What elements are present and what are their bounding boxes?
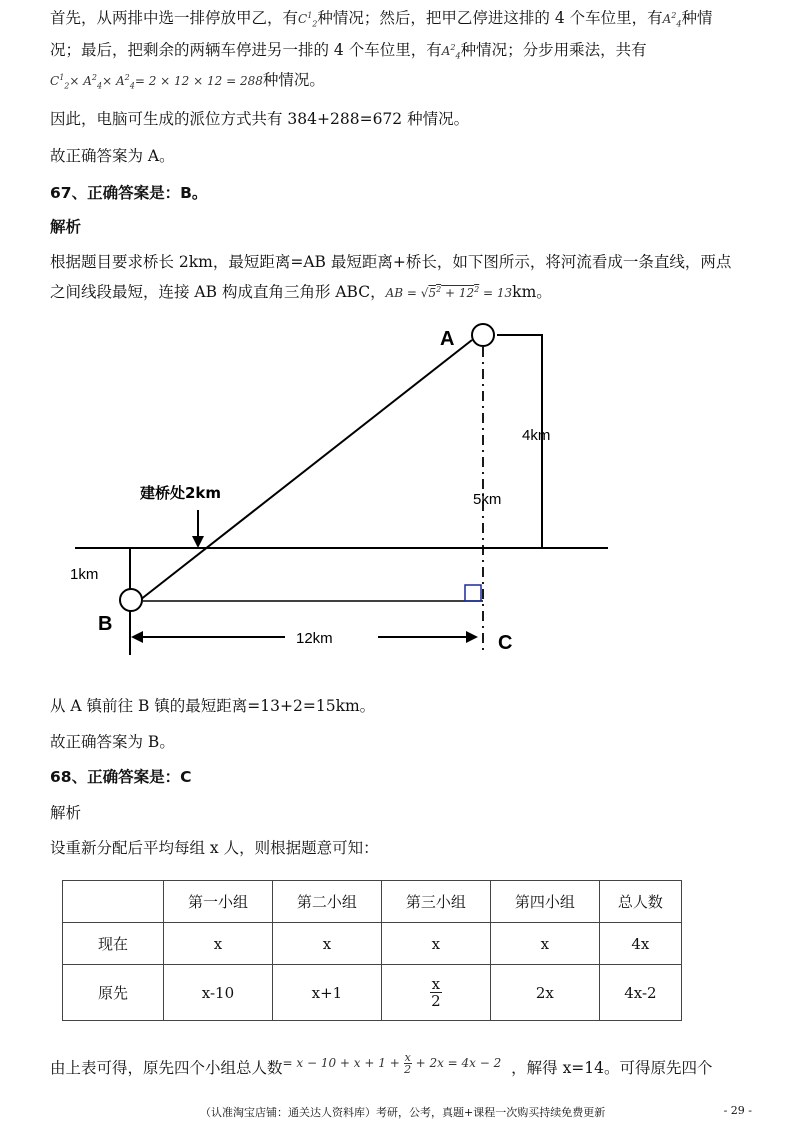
right-angle-marker (465, 585, 481, 601)
point-a-circle (472, 324, 494, 346)
table-cell: 原先 (63, 965, 164, 1021)
table-cell-fraction (381, 965, 490, 1021)
bridge-arrow-head (192, 536, 204, 548)
text: km。 (512, 283, 552, 301)
formula-c-1-2: $C^1_2$ (298, 11, 318, 29)
formula-total-288: $C^1_2\times A^2_4\times A^2_4= 2 \times 12 \times 12 = 288$ (50, 73, 263, 91)
table-cell: x+1 (272, 965, 381, 1021)
arrow-12km-right-head (466, 631, 478, 643)
label-12km: 12km (296, 630, 333, 647)
arrow-12km-left-head (131, 631, 143, 643)
page-number: - 29 - (723, 1104, 752, 1117)
paragraph-parking-line1 (50, 8, 762, 30)
text: 种情况；然后，把甲乙停进这排的 4 个车位里，有 (317, 9, 663, 27)
formula-a-2-4: $A^2_4$ (662, 11, 682, 29)
q68-jiexi: 解析 (50, 804, 82, 822)
q67-heading: 67、正确答案是：B。 (50, 184, 208, 202)
table-cell: 4x-2 (599, 965, 681, 1021)
table-cell: 2x (490, 965, 599, 1021)
fraction-num: x (431, 974, 441, 993)
q67-line1: 根据题目要求桥长 2km，最短距离=AB 最短距离+桥长，如下图所示，将河流看成一条直线，两点 (50, 253, 732, 271)
footer-text: （认准淘宝店铺：通关达人资料库）考研，公考，真题+课程一次购买持续免费更新 (200, 1106, 606, 1119)
table-cell: x (272, 923, 381, 965)
label-1km: 1km (70, 566, 99, 583)
table-row (63, 923, 682, 965)
label-4km: 4km (522, 427, 551, 444)
text: 种情 (681, 9, 713, 27)
q68-heading: 68、正确答案是：C (50, 768, 192, 786)
paragraph-parking-line3 (50, 70, 762, 92)
hypotenuse-ab (140, 340, 472, 600)
text: 首先，从两排中选一排停放甲乙，有 (50, 9, 299, 27)
table-header-cell (63, 881, 164, 923)
table-header-cell: 总人数 (599, 881, 681, 923)
q68-conclusion (50, 1052, 762, 1079)
label-b: B (98, 613, 113, 635)
answer-67: 故正确答案为 B。 (50, 733, 175, 751)
q68-intro: 设重新分配后平均每组 x 人，则根据题意可知： (50, 839, 379, 857)
answer-66: 故正确答案为 A。 (50, 147, 175, 165)
table-cell: 4x (599, 923, 681, 965)
formula-total: = x − 10 + x + 1 + x 2 + 2x = 4x − 2 (282, 1051, 502, 1076)
table-row (63, 965, 682, 1021)
paragraph-parking-line2 (50, 40, 762, 62)
table-cell: x (164, 923, 273, 965)
label-5km: 5km (473, 491, 502, 508)
table-header-cell: 第四小组 (490, 881, 599, 923)
river-bridge-diagram (60, 315, 620, 665)
table-cell: x-10 (164, 965, 273, 1021)
text: 由上表可得，原先四个小组总人数 (50, 1059, 283, 1077)
text: 种情况；分步用乘法，共有 (460, 41, 647, 59)
table-header-row (63, 881, 682, 923)
table-header-cell: 第三小组 (381, 881, 490, 923)
table-cell: x (381, 923, 490, 965)
label-bridge: 建桥处2km (140, 484, 222, 502)
label-a: A (440, 328, 455, 350)
text: ，解得 x=14。可得原先四个 (511, 1059, 713, 1077)
paragraph-total-672: 因此，电脑可生成的派位方式共有 384+288=672 种情况。 (50, 110, 470, 128)
text: 况；最后，把剩余的两辆车停进另一排的 4 个车位里，有 (50, 41, 442, 59)
text: 之间线段最短，连接 AB 构成直角三角形 ABC， (50, 283, 386, 301)
table-cell: 现在 (63, 923, 164, 965)
point-b-circle (120, 589, 142, 611)
formula-ab: AB = $√5^2 + 12^2 = 13$ (385, 285, 513, 300)
table-header-cell: 第一小组 (164, 881, 273, 923)
fraction-den: 2 (431, 991, 441, 1010)
table-cell: x (490, 923, 599, 965)
q67-jiexi: 解析 (50, 218, 82, 236)
label-c: C (498, 632, 513, 654)
q67-shortest: 从 A 镇前往 B 镇的最短距离=13+2=15km。 (50, 697, 376, 715)
formula-a-2-4-b: $A^2_4$ (441, 43, 461, 61)
group-table (62, 880, 682, 1021)
table-header-cell: 第二小组 (272, 881, 381, 923)
q67-line2 (50, 282, 762, 304)
text: 种情况。 (262, 71, 325, 89)
